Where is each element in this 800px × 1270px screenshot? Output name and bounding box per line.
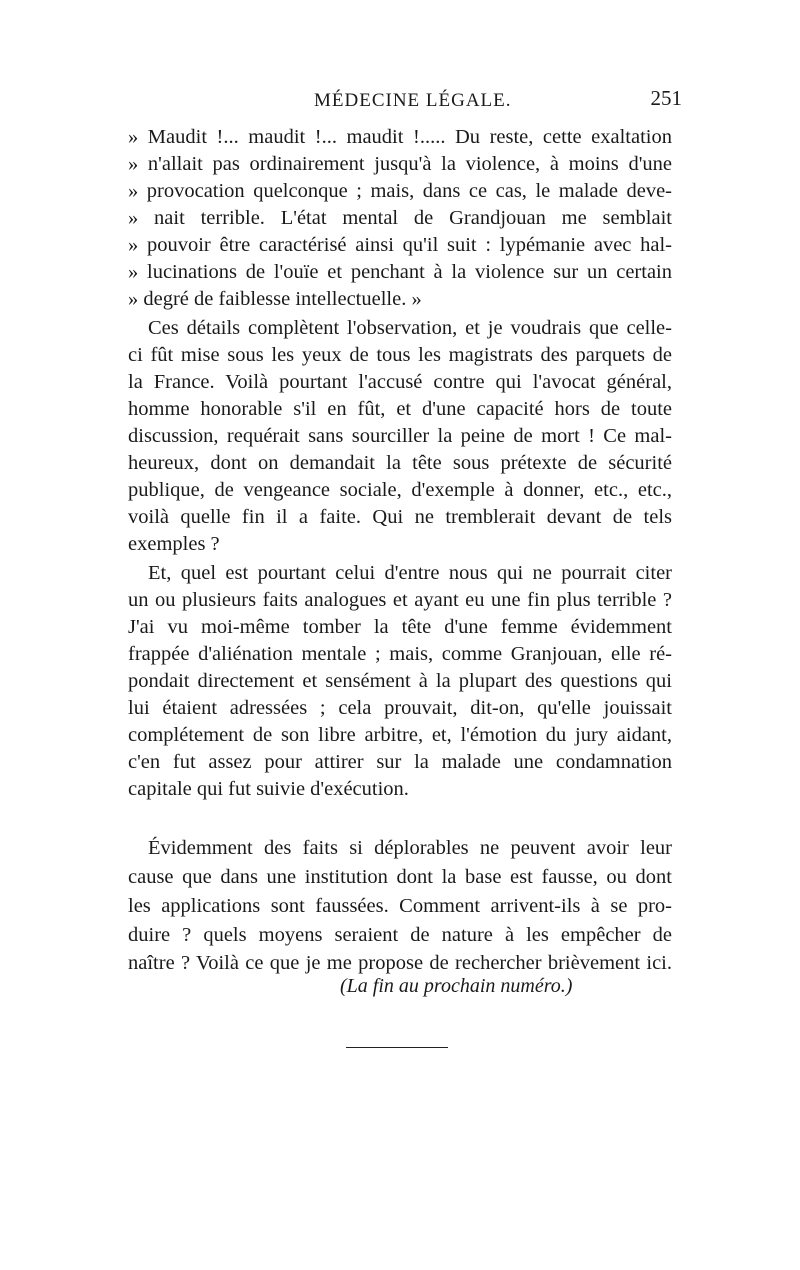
text-line: frappée d'aliénation mentale ; mais, comme Granjouan, elle ré- <box>128 643 672 665</box>
text-line: homme honorable s'il en fût, et d'une capacité hors de toute <box>128 398 672 420</box>
text-line: » degré de faiblesse intellectuelle. » <box>128 288 422 310</box>
text-line: cause que dans une institution dont la base est fausse, ou dont <box>128 866 672 888</box>
text-line: les applications sont faussées. Comment arrivent-ils à se pro- <box>128 895 672 917</box>
text-line: complétement de son libre arbitre, et, l'émotion du jury aidant, <box>128 724 672 746</box>
text-line: lui étaient adressées ; cela prouvait, dit-on, qu'elle jouissait <box>128 697 672 719</box>
text-line: » lucinations de l'ouïe et penchant à la violence sur un certain <box>128 261 672 283</box>
text-line: J'ai vu moi-même tomber la tête d'une femme évidemment <box>128 616 672 638</box>
text-line: c'en fut assez pour attirer sur la malade une condamnation <box>128 751 672 773</box>
text-line: discussion, requérait sans sourciller la peine de mort ! Ce mal- <box>128 425 672 447</box>
running-header <box>128 86 684 116</box>
text-line: publique, de vengeance sociale, d'exemple à donner, etc., etc., <box>128 479 672 501</box>
text-line: voilà quelle fin il a faite. Qui ne tremblerait devant de tels <box>128 506 672 528</box>
text-line: » Maudit !... maudit !... maudit !..... Du reste, cette exaltation <box>128 126 672 148</box>
text-line: un ou plusieurs faits analogues et ayant eu une fin plus terrible ? <box>128 589 672 611</box>
end-rule <box>346 1047 448 1048</box>
text-line: » pouvoir être caractérisé ainsi qu'il suit : lypémanie avec hal- <box>128 234 672 256</box>
text-line: Évidemment des faits si déplorables ne peuvent avoir leur <box>148 837 672 859</box>
text-line: duire ? quels moyens seraient de nature à les empêcher de <box>128 924 672 946</box>
text-line: Ces détails complètent l'observation, et je voudrais que celle- <box>148 317 672 339</box>
text-line: ci fût mise sous les yeux de tous les magistrats des parquets de <box>128 344 672 366</box>
text-line: heureux, dont on demandait la tête sous prétexte de sécurité <box>128 452 672 474</box>
text-line: pondait directement et sensément à la plupart des questions qui <box>128 670 672 692</box>
text-line: » provocation quelconque ; mais, dans ce cas, le malade deve- <box>128 180 672 202</box>
running-title: MÉDECINE LÉGALE. <box>314 90 512 111</box>
text-line: » nait terrible. L'état mental de Grandjouan me semblait <box>128 207 672 229</box>
text-line: naître ? Voilà ce que je me propose de rechercher brièvement ici. <box>128 952 672 974</box>
text-line: Et, quel est pourtant celui d'entre nous qui ne pourrait citer <box>148 562 672 584</box>
closing-note: (La fin au prochain numéro.) <box>340 975 573 997</box>
text-line: exemples ? <box>128 533 220 555</box>
text-line: capitale qui fut suivie d'exécution. <box>128 778 409 800</box>
text-line: » n'allait pas ordinairement jusqu'à la violence, à moins d'une <box>128 153 672 175</box>
text-line: la France. Voilà pourtant l'accusé contre qui l'avocat général, <box>128 371 672 393</box>
page-number: 251 <box>650 86 682 110</box>
